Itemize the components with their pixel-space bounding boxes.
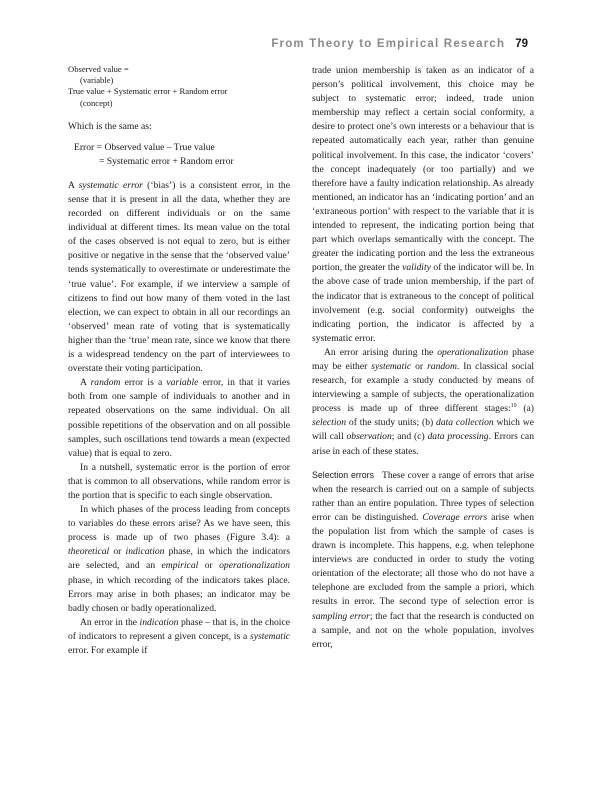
running-header bbox=[271, 38, 528, 50]
formula-line: True value + Systematic error + Random error bbox=[68, 86, 228, 97]
paragraph: An error in the indication phase – that is, in the choice of indicators to represent a given concept, is a systematic error. For example if bbox=[68, 616, 290, 656]
formula-line: (variable) bbox=[80, 75, 114, 86]
paragraph: In a nutshell, systematic error is the portion of error that is common to all observations, while random error is the portion that is specific to each single observation. bbox=[68, 461, 290, 501]
same-as-label: Which is the same as: bbox=[68, 120, 152, 132]
paragraph: trade union membership is taken as an indicator of a person’s political involvement, this choice may be subject to systematic error; indeed, trade union membership may reflect a certain social conformity, a desire to protect one’s own interests or a behaviour that is repeated automatically each year, rather than genuine political involvement. In this case, the indicator ‘covers’ the concept inadequately (or too partially) and we therefore have a faulty indication relationship. As already mentioned, an indicator has an ‘indicating portion’ and an ‘extraneous portion’ with respect to the variable that it is intended to represent, the indicating portion being that part which overlaps semantically with the concept. The greater the indicating portion and the less the extraneous portion, the greater the validity of the indicator will be. In the above case of trade union membership, if the part of the indicator that is extraneous to the concept of political involvement (e.g. social conformity) outweighs the indicating portion, the indicator is affected by a systematic error. bbox=[312, 65, 534, 344]
paragraph: Selection errors These cover a range of errors that arise when the research is carried out on a sample of subjects rather than an entire population. Three types of selection error can be distinguished. Coverage errors arise when the population list from which the sample of cases is drawn is incomplete. This happens, e.g. when telephone interviews are conducted in order to study the voting orientation of the electorate; all those who do not have a telephone are excluded from the sample a priori, which results in error. The second type of selection error is sampling error; the fact that the research is conducted on a sample, and not on the whole population, involves error, bbox=[312, 469, 534, 650]
paragraph: A random error is a variable error, in that it varies both from one sample of individuals to another and in repeated observations on the same individual. On all possible repetitions of the observation and on all possible samples, such oscillations tend towards a mean (expected value) that is equal to zero. bbox=[68, 377, 290, 459]
section-gap bbox=[312, 459, 534, 468]
formula-line: Observed value = bbox=[68, 64, 129, 74]
paragraph: A systematic error (‘bias’) is a consistent error, in the sense that it is present in all the data, whether they are recorded on different individuals or on the same individual at different times. Its mean value on the total of the cases observed is not equal to zero, but is either positive or negative in the sense that the ‘observed value’ tends systematically to overestimate or underestimate the ‘true value’. For example, if we interview a sample of citizens to find out how many of them voted in the last election, we can expect to obtain in all our recordings an ‘observed’ mean rate of voting that is systematically higher than the ‘true’ mean rate, since we know that there is a widespread tendency on the part of interviewees to overstate their voting participation. bbox=[68, 179, 290, 375]
equation-line: = Systematic error + Random error bbox=[99, 155, 234, 167]
running-title: From Theory to Empirical Research bbox=[271, 38, 506, 50]
left-column bbox=[68, 64, 290, 658]
right-column bbox=[312, 64, 534, 652]
formula-block bbox=[68, 64, 290, 109]
paragraph: An error arising during the operationalization phase may be either systematic or random. In classical social research, for example a study conducted by means of interviewing a sample of subjects, the operationalization process is made up of three different stages:$^{10}$ (a) selection of the study units; (b) data collection which we will call observation; and (c) data processing. Errors can arise in each of these states. bbox=[312, 346, 534, 457]
formula-line: (concept) bbox=[80, 97, 113, 108]
error-equation bbox=[74, 141, 290, 169]
equation-line: Error = Observed value – True value bbox=[74, 141, 215, 153]
page-number: 79 bbox=[515, 38, 528, 50]
footnote-ref: 10 bbox=[510, 403, 517, 410]
paragraph: In which phases of the process leading from concepts to variables do these errors arise? As we have seen, this process is made up of two phases (Figure 3.4): a theoretical or indication phase, in which the indicators are selected, and an empirical or operationalization phase, in which recording of the indicators takes place. Errors may arise in both phases; an indicator may be badly chosen or badly operationalized. bbox=[68, 504, 290, 614]
section-heading: Selection errors bbox=[312, 469, 374, 480]
